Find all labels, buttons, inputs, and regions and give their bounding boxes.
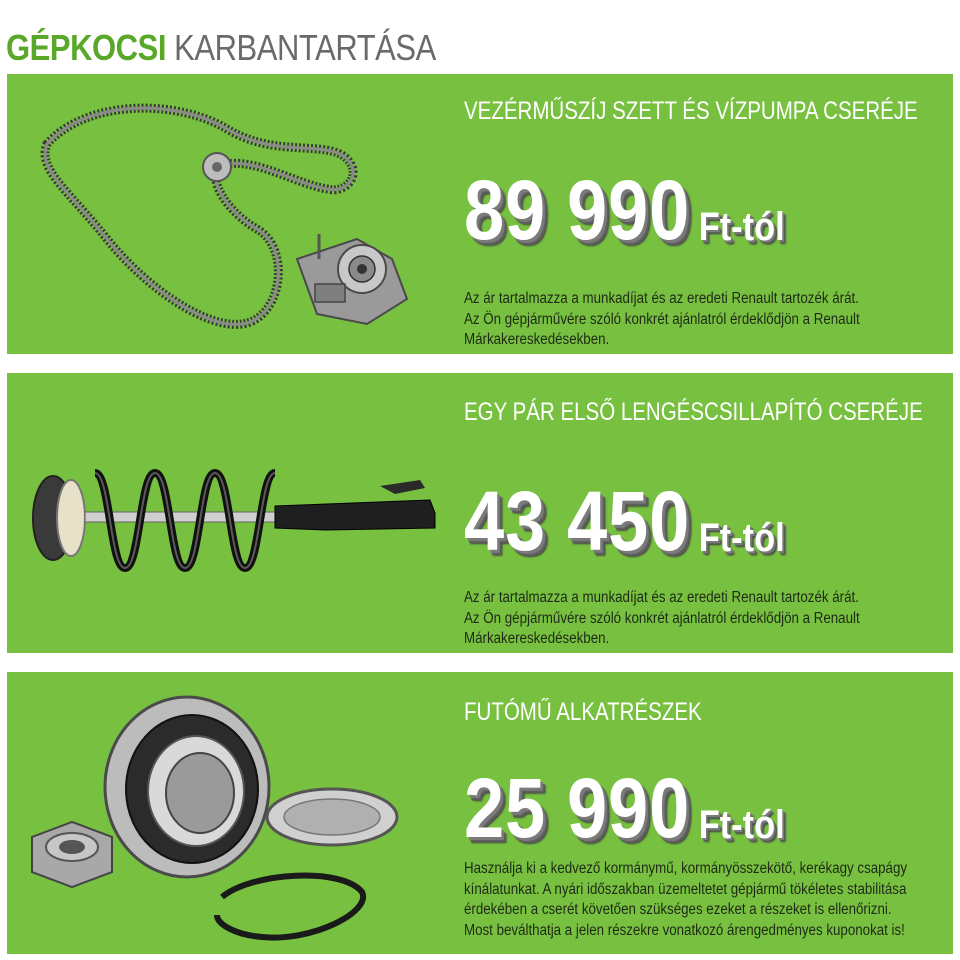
price-amount: 89 990 — [464, 163, 691, 257]
offer-panel-shock-absorber — [7, 373, 953, 653]
wheel-bearing-parts-icon — [12, 687, 412, 947]
page-title-bold: GÉPKOCSI — [6, 27, 167, 69]
offer-heading: VEZÉRMŰSZÍJ SZETT ÉS VÍZPUMPA CSERÉJE — [464, 97, 918, 125]
note-line: érdekében a cserét követően szükséges ezeket a részeket is ellenőrizni. — [464, 901, 892, 918]
note-line: Most beválthatja a jelen részekre vonatkozó árengedményes kuponokat is! — [464, 921, 905, 939]
note-line: Az ár tartalmazza a munkadíjat és az eredeti Renault tartozék árát. — [464, 290, 859, 307]
note-line: Az Ön gépjárművére szóló konkrét ajánlatról érdeklődjön a Renault — [464, 609, 860, 627]
note-line: Az Ön gépjárművére szóló konkrét ajánlatról érdeklődjön a Renault — [464, 310, 860, 328]
note-line: kínálatunkat. A nyári időszakban üzemeltetet gépjármű tökéletes stabilitása — [464, 880, 907, 898]
offer-panel-chassis-parts — [7, 672, 953, 954]
price-amount: 25 990 — [464, 761, 691, 855]
offer-price — [464, 475, 785, 567]
offer-price — [464, 164, 785, 256]
offer-note — [464, 289, 911, 351]
offer-price — [464, 762, 785, 854]
timing-belt-water-pump-icon — [27, 89, 447, 344]
offer-heading: EGY PÁR ELSŐ LENGÉSCSILLAPÍTÓ CSERÉJE — [464, 398, 923, 426]
note-line: Márkakereskedésekben. — [464, 331, 610, 348]
offer-note — [464, 588, 911, 650]
note-line: Az ár tartalmazza a munkadíjat és az eredeti Renault tartozék árát. — [464, 589, 859, 606]
offer-panel-timing-belt — [7, 74, 953, 354]
offer-note — [464, 859, 928, 941]
page-title — [6, 26, 436, 70]
note-line: Márkakereskedésekben. — [464, 630, 610, 647]
note-line: Használja ki a kedvező kormánymű, kormányösszekötő, kerékagy csapágy — [464, 860, 908, 877]
price-amount: 43 450 — [464, 474, 691, 568]
price-suffix: Ft-tól — [698, 516, 785, 560]
price-suffix: Ft-tól — [698, 205, 785, 249]
price-suffix: Ft-tól — [698, 803, 785, 847]
page-title-light: KARBANTARTÁSA — [174, 27, 436, 69]
offer-heading: FUTÓMŰ ALKATRÉSZEK — [464, 698, 702, 726]
shock-absorber-icon — [25, 458, 445, 588]
